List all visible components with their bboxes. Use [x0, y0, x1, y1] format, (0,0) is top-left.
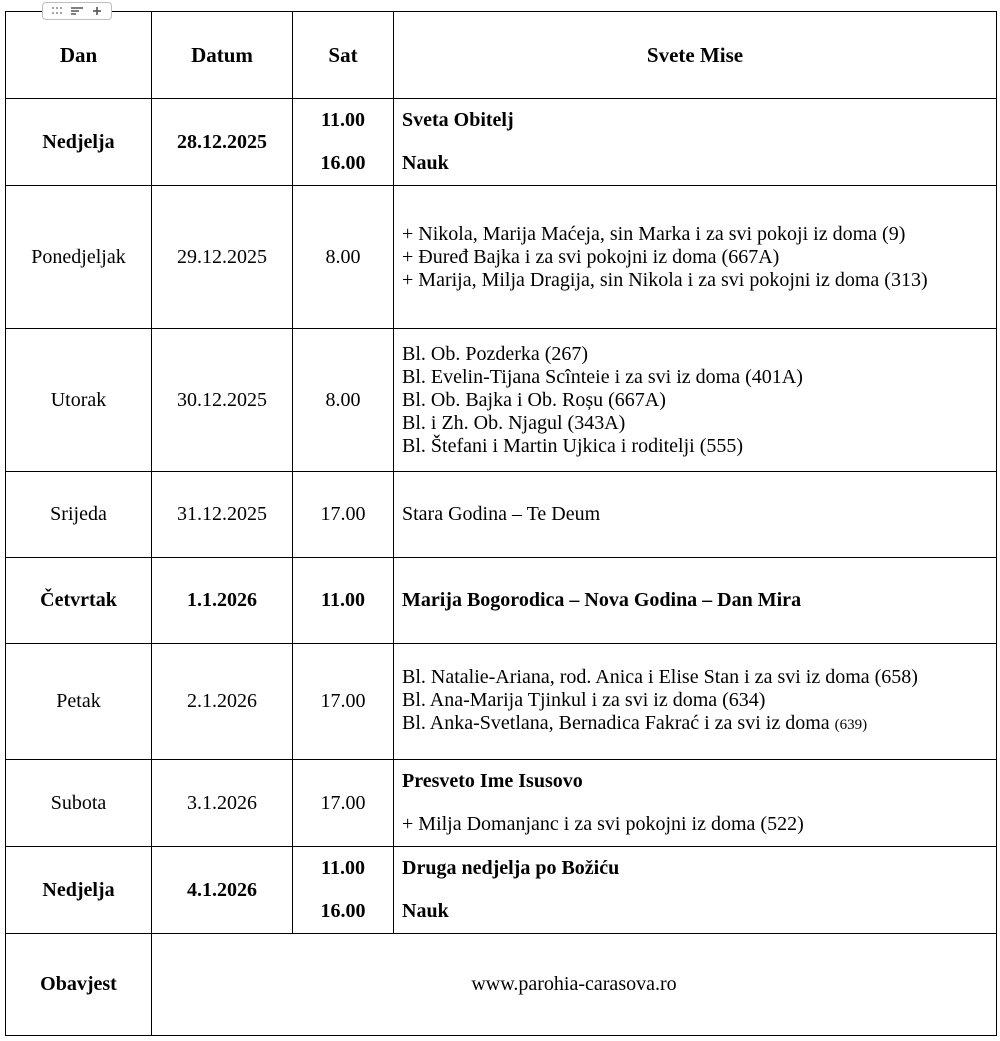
mass-intention: Bl. Ob. Pozderka (267) — [402, 342, 589, 365]
mass-intention: + Marija, Milja Dragija, sin Nikola i za svi pokojni iz doma (313) — [402, 268, 928, 291]
notice-row — [6, 934, 997, 1036]
mass-intention: Bl. i Zh. Ob. Njagul (343A) — [402, 411, 626, 434]
mass-intention — [402, 712, 988, 737]
drag-handle-icon[interactable] — [49, 4, 65, 18]
mass-intention: Nauk — [402, 152, 449, 174]
day-cell: Petak — [6, 644, 152, 760]
mass-intention: + Đuređ Bajka i za svi pokojni iz doma (667A) — [402, 245, 780, 268]
day-cell: Nedjelja — [6, 99, 152, 186]
table-header-row — [6, 12, 997, 99]
time-cell: 11.00 — [293, 558, 394, 644]
mass-intention: Presveto Ime Isusovo — [402, 770, 583, 792]
date-cell: 30.12.2025 — [152, 329, 293, 472]
mass-intention: + Milja Domanjanc i za svi pokojni iz doma (522) — [402, 813, 804, 835]
mass-cell — [394, 99, 997, 186]
day-cell: Utorak — [6, 329, 152, 472]
mass-cell — [394, 760, 997, 847]
date-cell: 1.1.2026 — [152, 558, 293, 644]
time-value: 16.00 — [320, 152, 366, 174]
mass-cell — [394, 186, 997, 329]
time-cell: 17.00 — [293, 472, 394, 558]
time-cell: 17.00 — [293, 644, 394, 760]
mass-intention: + Nikola, Marija Maćeja, sin Marka i za svi pokoji iz doma (9) — [402, 222, 906, 245]
mass-intention-text: Bl. Anka-Svetlana, Bernadica Fakrać i za svi iz doma — [402, 712, 830, 734]
header-day: Dan — [6, 12, 152, 99]
mass-intention: Druga nedjelja po Božiću — [402, 857, 620, 879]
table-row — [6, 644, 997, 760]
time-value: 16.00 — [320, 900, 366, 922]
date-cell: 4.1.2026 — [152, 847, 293, 934]
mass-intention: Stara Godina – Te Deum — [402, 503, 601, 525]
time-cell — [293, 99, 394, 186]
day-cell: Četvrtak — [6, 558, 152, 644]
plus-icon[interactable] — [89, 4, 105, 18]
table-row — [6, 472, 997, 558]
table-row — [6, 99, 997, 186]
date-cell: 2.1.2026 — [152, 644, 293, 760]
table-row — [6, 760, 997, 847]
day-cell: Nedjelja — [6, 847, 152, 934]
time-cell: 8.00 — [293, 186, 394, 329]
mass-schedule-table — [5, 11, 997, 1036]
header-masses: Svete Mise — [394, 12, 997, 99]
mass-cell — [394, 558, 997, 644]
date-cell: 3.1.2026 — [152, 760, 293, 847]
time-cell: 17.00 — [293, 760, 394, 847]
day-cell: Srijeda — [6, 472, 152, 558]
mass-intention: Bl. Štefani i Martin Ujkica i roditelji (555) — [402, 434, 744, 457]
date-cell: 31.12.2025 — [152, 472, 293, 558]
mass-intention: Bl. Evelin-Tijana Scînteie i za svi iz doma (401A) — [402, 365, 803, 388]
mass-intention: Bl. Ob. Bajka i Ob. Roșu (667A) — [402, 388, 666, 411]
mass-intention: Marija Bogorodica – Nova Godina – Dan Mira — [402, 589, 802, 611]
time-cell — [293, 847, 394, 934]
table-toolbar — [42, 2, 112, 20]
time-value: 11.00 — [321, 109, 365, 131]
notice-text: www.parohia-carasova.ro — [152, 934, 997, 1036]
mass-intention: Bl. Ana-Marija Tjinkul i za svi iz doma (634) — [402, 689, 766, 711]
table-row — [6, 329, 997, 472]
mass-intention: Nauk — [402, 900, 449, 922]
mass-intention: Sveta Obitelj — [402, 109, 514, 131]
day-cell: Subota — [6, 760, 152, 847]
table-row — [6, 558, 997, 644]
table-row — [6, 847, 997, 934]
date-cell: 29.12.2025 — [152, 186, 293, 329]
time-value: 11.00 — [321, 857, 365, 879]
mass-cell — [394, 644, 997, 760]
time-cell: 8.00 — [293, 329, 394, 472]
mass-intention: Bl. Natalie-Ariana, rod. Anica i Elise Stan i za svi iz doma (658) — [402, 666, 918, 688]
align-icon[interactable] — [69, 4, 85, 18]
mass-cell — [394, 847, 997, 934]
mass-cell — [394, 329, 997, 472]
mass-cell — [394, 472, 997, 558]
header-date: Datum — [152, 12, 293, 99]
notice-label: Obavjest — [6, 934, 152, 1036]
day-cell: Ponedjeljak — [6, 186, 152, 329]
header-time: Sat — [293, 12, 394, 99]
house-number: (639) — [834, 717, 868, 733]
date-cell: 28.12.2025 — [152, 99, 293, 186]
table-row — [6, 186, 997, 329]
